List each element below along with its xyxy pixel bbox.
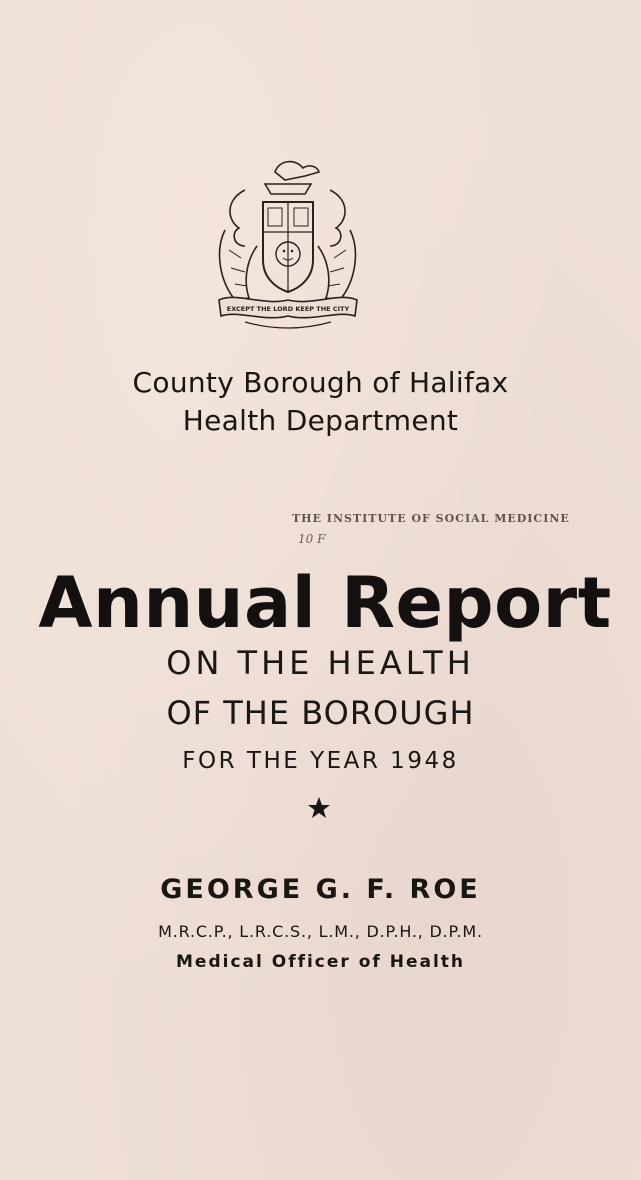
author-qualifications: M.R.C.P., L.R.C.S., L.M., D.P.H., D.P.M. bbox=[158, 922, 483, 941]
library-stamp: THE INSTITUTE OF SOCIAL MEDICINE bbox=[292, 512, 570, 525]
county-borough-heading: County Borough of Halifax bbox=[132, 366, 509, 399]
health-department-heading: Health Department bbox=[182, 404, 459, 437]
subtitle-on-the-health: ON THE HEALTH bbox=[166, 644, 475, 682]
report-title: Annual Report bbox=[38, 562, 612, 644]
author-name: GEORGE G. F. ROE bbox=[160, 874, 481, 905]
star-icon bbox=[306, 795, 332, 821]
author-position: Medical Officer of Health bbox=[176, 952, 465, 972]
library-stamp-number: 10 F bbox=[298, 532, 326, 546]
report-year-line: FOR THE YEAR 1948 bbox=[182, 748, 459, 774]
motto-text: EXCEPT THE LORD KEEP THE CITY bbox=[226, 305, 350, 313]
subtitle-of-the-borough: OF THE BOROUGH bbox=[166, 694, 475, 732]
coat-of-arms-icon bbox=[205, 150, 370, 340]
